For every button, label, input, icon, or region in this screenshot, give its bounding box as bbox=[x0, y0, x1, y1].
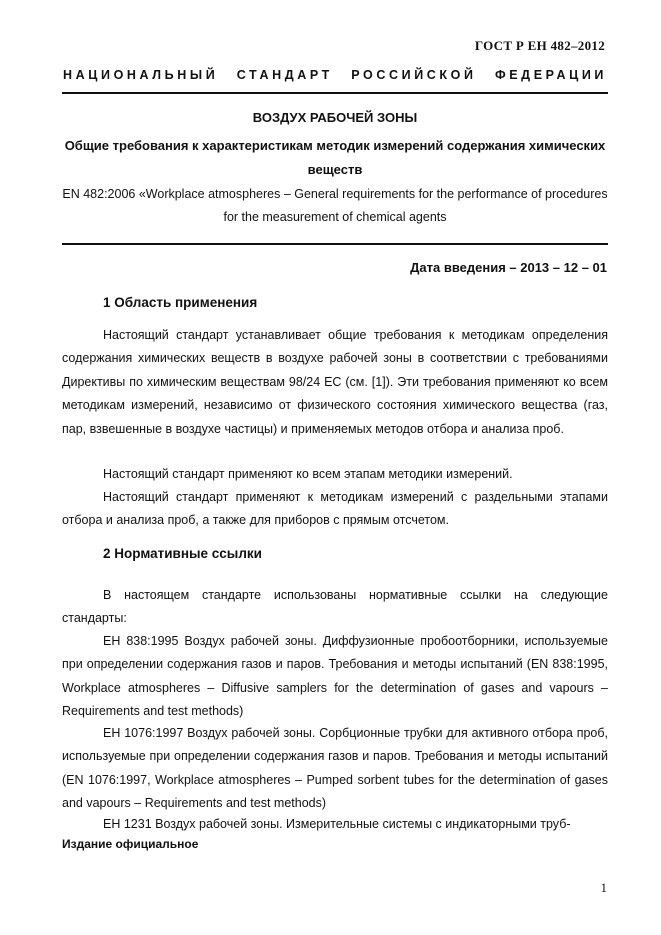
title-divider bbox=[62, 243, 608, 245]
section-1-paragraph-1: Настоящий стандарт устанавливает общие требования к методикам определения содержания химических веществ в воздухе рабочей зоны в соответствии с требованиями Директивы по химическим веществам 98/24 ЕС (см. [1]). Эти требования применяют ко всем методикам измерений, независимо от физического состояния химического вещества (газ, пар, взвешенные в воздухе частицы) и применяемых методов отбора и анализа проб. bbox=[62, 328, 608, 436]
page-number: 1 bbox=[600, 880, 607, 895]
official-edition-label: Издание официальное bbox=[62, 837, 199, 851]
introduction-date: Дата введения – 2013 – 12 – 01 bbox=[410, 260, 607, 275]
reference-en-838: ЕН 838:1995 Воздух рабочей зоны. Диффузионные пробоотборники, используемые при определении содержания газов и паров. Требования и методы испытаний (EN 838:1995, Workplace atmospheres – Diffusive samplers for the determination of gases and vapours – Requirements and test methods) bbox=[62, 634, 608, 719]
section-1-paragraph-3: Настоящий стандарт применяют к методикам измерений с раздельными этапами отбора и анализа проб, а также для приборов с прямым отсчетом. bbox=[62, 490, 608, 528]
document-title: ВОЗДУХ РАБОЧЕЙ ЗОНЫ bbox=[252, 110, 418, 125]
section-1-heading: 1 Область применения bbox=[103, 295, 258, 310]
document-subtitle: Общие требования к характеристикам методик измерений содержания химических веществ bbox=[64, 138, 606, 177]
top-divider bbox=[62, 92, 608, 94]
reference-en-1231: ЕН 1231 Воздух рабочей зоны. Измерительные системы с индикаторными труб- bbox=[103, 817, 571, 831]
document-designation: ГОСТ Р ЕН 482–2012 bbox=[474, 38, 605, 53]
reference-en-1076: ЕН 1076:1997 Воздух рабочей зоны. Сорбционные трубки для активного отбора проб, используемые при определении содержания газов и паров. Требования и методы испытаний (EN 1076:1997, Workplace atmospheres – Pumped sorbent tubes for the determination of gases and vapours – Requirements and test methods) bbox=[62, 726, 608, 811]
section-2-heading: 2 Нормативные ссылки bbox=[103, 546, 262, 561]
national-standard-banner: НАЦИОНАЛЬНЫЙ СТАНДАРТ РОССИЙСКОЙ ФЕДЕРАЦИИ bbox=[63, 68, 607, 82]
section-2-paragraph-1: В настоящем стандарте использованы нормативные ссылки на следующие стандарты: bbox=[62, 588, 608, 626]
english-title: EN 482:2006 «Workplace atmospheres – General requirements for the performance of procedures for the measurement of chemical agents bbox=[62, 187, 608, 224]
section-1-paragraph-2: Настоящий стандарт применяют ко всем этапам методики измерений. bbox=[103, 467, 513, 481]
